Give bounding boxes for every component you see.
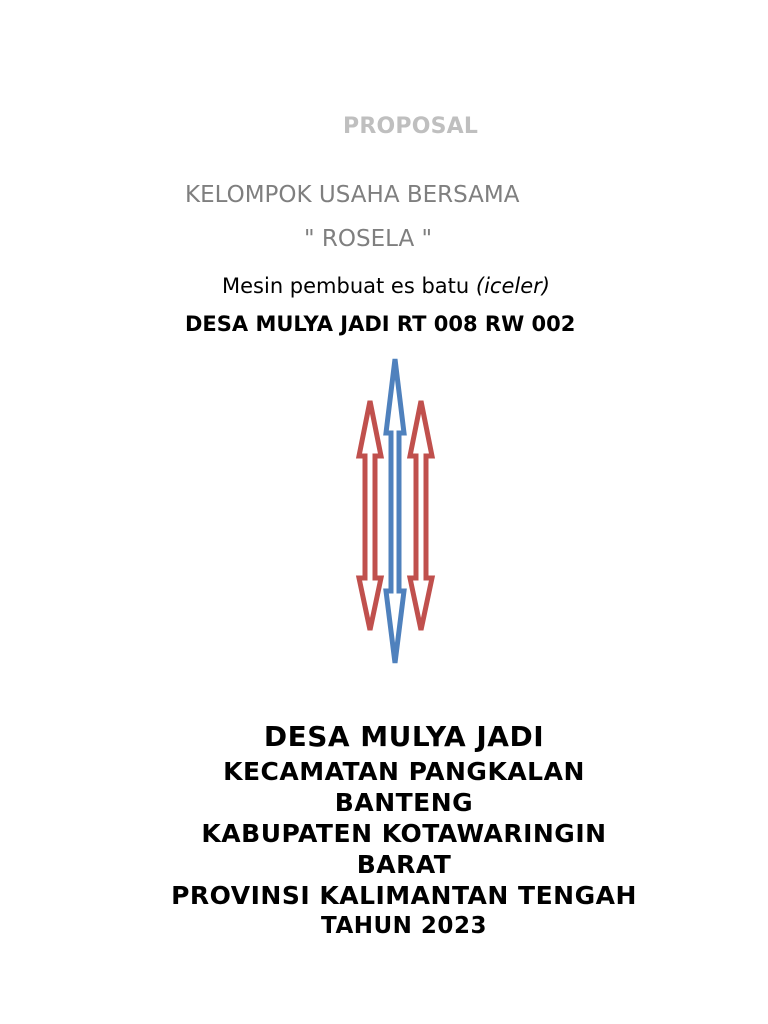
- province-name: PROVINSI KALIMANTAN TENGAH: [171, 881, 637, 910]
- village-name: DESA MULYA JADI: [263, 720, 545, 753]
- left-red-arrow-icon: [359, 401, 381, 630]
- double-headed-arrows-logo: [350, 355, 440, 667]
- proposal-year: TAHUN 2023: [321, 913, 487, 939]
- subject-text: Mesin pembuat es batu: [222, 274, 476, 298]
- district-line-1: KECAMATAN PANGKALAN: [223, 757, 585, 786]
- address-block: [104, 718, 704, 941]
- group-name: KELOMPOK USAHA BERSAMA: [185, 182, 520, 208]
- document-title: PROPOSAL: [343, 114, 479, 139]
- right-red-arrow-icon: [410, 401, 432, 630]
- subject-italic: (iceler): [475, 274, 550, 298]
- group-alias: " ROSELA ": [304, 226, 433, 252]
- proposal-subject: [222, 274, 550, 298]
- district-line-2: BANTENG: [334, 788, 474, 817]
- center-blue-arrow-icon: [386, 359, 404, 663]
- regency-line-1: KABUPATEN KOTAWARINGIN: [201, 819, 607, 848]
- regency-line-2: BARAT: [356, 850, 452, 879]
- village-address: DESA MULYA JADI RT 008 RW 002: [185, 312, 576, 336]
